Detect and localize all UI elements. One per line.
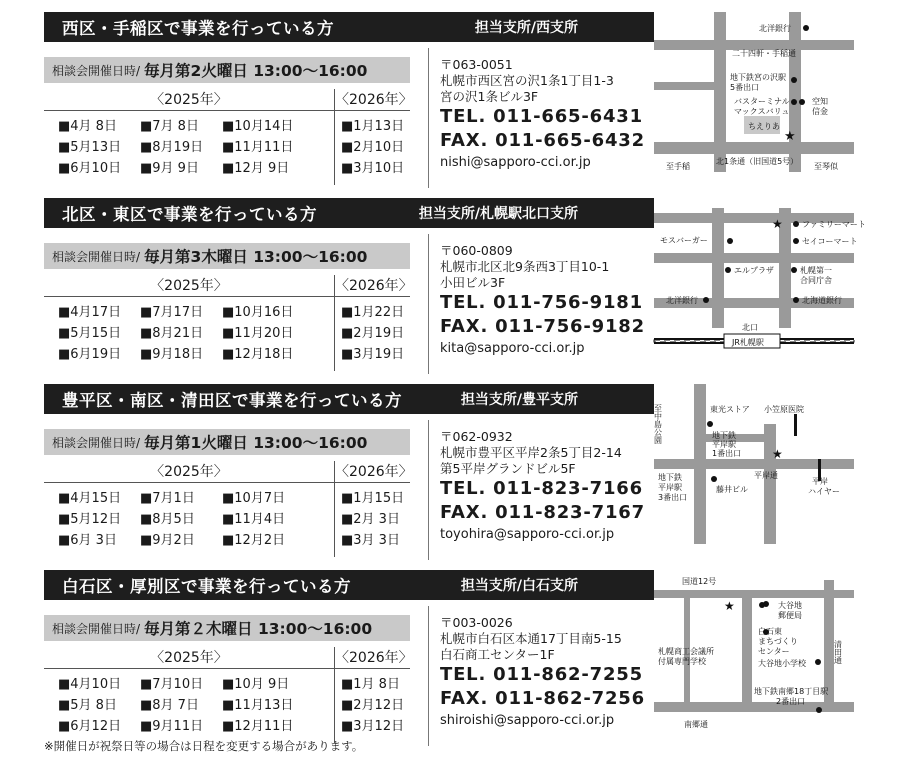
map-label: 国道12号 (682, 577, 717, 586)
map-label: セイコーマート (802, 237, 858, 246)
date-item: ■12月 9日 (222, 161, 290, 176)
date-item: ■9月11日 (140, 719, 204, 734)
section-header (44, 198, 654, 228)
map-label: 1番出口 (712, 449, 742, 458)
section-header (44, 384, 654, 414)
schedule-bar (44, 615, 410, 641)
section-header (44, 12, 654, 42)
date-item: ■5月15日 (58, 326, 122, 341)
schedule-label: 相談会開催日時/ (52, 63, 141, 78)
map-label: 付属専門学校 (658, 657, 706, 666)
map-label: 地下鉄宮の沢駅 (730, 73, 786, 82)
date-item: ■3月19日 (341, 347, 405, 362)
map-label: モスバーガー (660, 236, 708, 245)
address-line-2: 宮の沢1条ビル3F (440, 89, 539, 104)
branch-section-toyohira (44, 384, 854, 564)
date-item: ■8月5日 (140, 512, 195, 527)
date-item: ■3月12日 (341, 719, 405, 734)
star-marker-icon: ★ (772, 217, 783, 231)
map-label: JR札幌駅 (732, 338, 764, 347)
schedule-bar (44, 57, 410, 83)
schedule-label: 相談会開催日時/ (52, 621, 141, 636)
date-item: ■1月13日 (341, 119, 405, 134)
column-divider (334, 461, 335, 557)
address-divider (428, 48, 429, 188)
map-label: 地下鉄 (658, 473, 682, 482)
map-graphic (654, 570, 854, 730)
date-item: ■7月1日 (140, 491, 195, 506)
map-label: 東光ストア (710, 405, 750, 414)
address-divider (428, 606, 429, 746)
branch-name: 担当支所/白石支所 (460, 578, 578, 594)
schedule-bar (44, 243, 410, 269)
map-label: 南郷通 (684, 720, 708, 729)
phone-number[interactable]: TEL. 011-756-9181 (440, 292, 643, 313)
phone-number[interactable]: TEL. 011-665-6431 (440, 106, 643, 127)
branch-name: 担当支所/札幌駅北口支所 (418, 206, 578, 222)
postal-code: 〒060-0809 (440, 243, 513, 258)
year-2025-heading: 〈2025年〉 (44, 461, 334, 483)
email-link[interactable]: toyohira@sapporo-cci.or.jp (440, 527, 615, 542)
date-item: ■5月13日 (58, 140, 122, 155)
map-label: 白石東 (758, 627, 782, 636)
fax-number: FAX. 011-756-9182 (440, 316, 645, 337)
date-item: ■12月18日 (222, 347, 294, 362)
date-item: ■10月7日 (222, 491, 286, 506)
branch-name: 担当支所/豊平支所 (460, 392, 578, 408)
map-label: 至中島公園 (653, 404, 663, 444)
map-label: まちづくり (758, 637, 798, 646)
map-label: 大谷地小学校 (758, 659, 806, 668)
map-label: 北洋銀行 (759, 24, 791, 33)
map-label: 札幌第一 (800, 266, 832, 275)
map-label: 合同庁舎 (800, 276, 832, 285)
date-item: ■1月 8日 (341, 677, 400, 692)
email-link[interactable]: kita@sapporo-cci.or.jp (440, 341, 585, 356)
map-label: 平岸駅 (658, 483, 682, 492)
date-item: ■12月11日 (222, 719, 294, 734)
year-2025-heading: 〈2025年〉 (44, 275, 334, 297)
map-label: マックスバリュ (734, 107, 790, 116)
map-label: 北口 (742, 323, 758, 332)
schedule-value: 毎月第２木曜日 13:00〜16:00 (144, 620, 373, 638)
address-line-2: 第5平岸グランドビル5F (440, 461, 576, 476)
map-label: 平岸 (812, 477, 828, 486)
map-label: エルプラザ (734, 266, 774, 275)
date-item: ■4月15日 (58, 491, 122, 506)
location-map (654, 570, 854, 730)
address-block (440, 57, 646, 173)
branch-section-nishi (44, 12, 854, 192)
phone-number[interactable]: TEL. 011-862-7255 (440, 664, 643, 685)
year-2026-heading: 〈2026年〉 (334, 647, 410, 669)
postal-code: 〒062-0932 (440, 429, 513, 444)
map-label: 地下鉄南郷18丁目駅 (754, 687, 829, 696)
fax-number: FAX. 011-665-6432 (440, 130, 645, 151)
map-label: 平岸駅 (712, 440, 736, 449)
section-title: 北区・東区で事業を行っている方 (62, 205, 317, 224)
address-block (440, 243, 646, 359)
location-map (654, 12, 854, 172)
map-label: 二十四軒・手稲通 (732, 49, 796, 58)
location-map (654, 384, 854, 544)
date-item: ■6月10日 (58, 161, 122, 176)
section-header (44, 570, 654, 600)
section-title: 西区・手稲区で事業を行っている方 (62, 19, 334, 38)
date-item: ■9月18日 (140, 347, 204, 362)
address-divider (428, 234, 429, 374)
map-label: 3番出口 (658, 493, 688, 502)
fax-number: FAX. 011-862-7256 (440, 688, 645, 709)
map-label: センター (758, 647, 790, 656)
date-item: ■7月10日 (140, 677, 204, 692)
address-line-1: 札幌市豊平区平岸2条5丁目2-14 (440, 445, 622, 460)
star-marker-icon: ★ (772, 447, 783, 461)
date-item: ■1月15日 (341, 491, 405, 506)
date-item: ■2月19日 (341, 326, 405, 341)
date-item: ■8月19日 (140, 140, 204, 155)
column-divider (334, 647, 335, 743)
map-graphic (654, 12, 854, 172)
map-label: 信金 (812, 107, 828, 116)
map-label: ハイヤー (808, 487, 840, 496)
date-item: ■12月2日 (222, 533, 286, 548)
branch-section-kita (44, 198, 866, 378)
schedule-value: 毎月第3木曜日 13:00〜16:00 (144, 248, 368, 266)
map-label: 5番出口 (730, 83, 760, 92)
date-item: ■5月12日 (58, 512, 122, 527)
map-label: 清田通 (833, 640, 843, 664)
branch-name: 担当支所/西支所 (474, 20, 578, 36)
date-item: ■1月22日 (341, 305, 405, 320)
branch-section-shiroishi (44, 570, 854, 750)
date-item: ■11月4日 (222, 512, 286, 527)
date-item: ■3月10日 (341, 161, 405, 176)
year-2026-heading: 〈2026年〉 (334, 275, 410, 297)
location-map (654, 198, 866, 358)
map-label: 郵便局 (778, 611, 802, 620)
date-item: ■2月12日 (341, 698, 405, 713)
year-2025-heading: 〈2025年〉 (44, 89, 334, 111)
date-item: ■5月 8日 (58, 698, 117, 713)
address-block (440, 429, 646, 545)
section-title: 豊平区・南区・清田区で事業を行っている方 (62, 391, 402, 410)
date-item: ■3月 3日 (341, 533, 400, 548)
address-line-2: 小田ビル3F (440, 275, 506, 290)
date-item: ■2月10日 (341, 140, 405, 155)
year-2025-heading: 〈2025年〉 (44, 647, 334, 669)
date-item: ■10月16日 (222, 305, 294, 320)
date-item: ■9月 9日 (140, 161, 199, 176)
address-line-1: 札幌市北区北9条西3丁目10-1 (440, 259, 610, 274)
date-item: ■9月2日 (140, 533, 195, 548)
map-label: 地下鉄 (712, 431, 736, 440)
year-2026-heading: 〈2026年〉 (334, 89, 410, 111)
map-label: 2番出口 (776, 697, 806, 706)
section-title: 白石区・厚別区で事業を行っている方 (62, 577, 351, 596)
fax-number: FAX. 011-823-7167 (440, 502, 645, 523)
date-item: ■10月 9日 (222, 677, 290, 692)
date-item: ■11月13日 (222, 698, 294, 713)
date-item: ■2月 3日 (341, 512, 400, 527)
date-item: ■4月17日 (58, 305, 122, 320)
map-graphic (654, 384, 854, 544)
map-label: 北海道銀行 (802, 296, 842, 305)
map-label: 札幌商工会議所 (658, 647, 714, 656)
map-label: 平岸通 (754, 471, 778, 480)
postal-code: 〒003-0026 (440, 615, 513, 630)
postal-code: 〒063-0051 (440, 57, 513, 72)
date-item: ■10月14日 (222, 119, 294, 134)
schedule-label: 相談会開催日時/ (52, 435, 141, 450)
date-item: ■6月19日 (58, 347, 122, 362)
column-divider (334, 89, 335, 185)
date-item: ■6月 3日 (58, 533, 117, 548)
schedule-value: 毎月第2火曜日 13:00〜16:00 (144, 62, 368, 80)
date-item: ■7月 8日 (140, 119, 199, 134)
date-item: ■11月11日 (222, 140, 294, 155)
date-item: ■11月20日 (222, 326, 294, 341)
date-item: ■8月 7日 (140, 698, 199, 713)
date-item: ■4月10日 (58, 677, 122, 692)
phone-number[interactable]: TEL. 011-823-7166 (440, 478, 643, 499)
date-item: ■7月17日 (140, 305, 204, 320)
map-label: 北1条通（旧国道5号） (716, 157, 799, 166)
map-label: バスターミナル (734, 97, 790, 106)
map-label: 大谷地 (778, 601, 802, 610)
year-2026-heading: 〈2026年〉 (334, 461, 410, 483)
footnote: ※開催日が祝祭日等の場合は日程を変更する場合があります。 (44, 739, 364, 753)
schedule-value: 毎月第1火曜日 13:00〜16:00 (144, 434, 368, 452)
address-line-1: 札幌市西区宮の沢1条1丁目1-3 (440, 73, 614, 88)
map-label: 至手稲 (666, 162, 690, 171)
address-divider (428, 420, 429, 560)
email-link[interactable]: nishi@sapporo-cci.or.jp (440, 155, 591, 170)
date-item: ■6月12日 (58, 719, 122, 734)
star-marker-icon: ★ (724, 599, 735, 613)
map-graphic (654, 198, 866, 358)
date-item: ■8月21日 (140, 326, 204, 341)
address-line-1: 札幌市白石区本通17丁目南5-15 (440, 631, 622, 646)
map-label: ちえりあ (748, 122, 780, 131)
address-line-2: 白石商工センター1F (440, 647, 555, 662)
date-item: ■4月 8日 (58, 119, 117, 134)
address-block (440, 615, 646, 731)
star-marker-icon: ★ (784, 129, 796, 144)
map-label: 空知 (812, 97, 828, 106)
column-divider (334, 275, 335, 371)
map-label: 至琴似 (814, 162, 838, 171)
schedule-label: 相談会開催日時/ (52, 249, 141, 264)
schedule-bar (44, 429, 410, 455)
map-label: 藤井ビル (716, 485, 748, 494)
map-label: ファミリーマート (802, 220, 866, 229)
map-label: 小笠原医院 (764, 405, 804, 414)
map-label: 北洋銀行 (666, 296, 698, 305)
email-link[interactable]: shiroishi@sapporo-cci.or.jp (440, 713, 615, 728)
